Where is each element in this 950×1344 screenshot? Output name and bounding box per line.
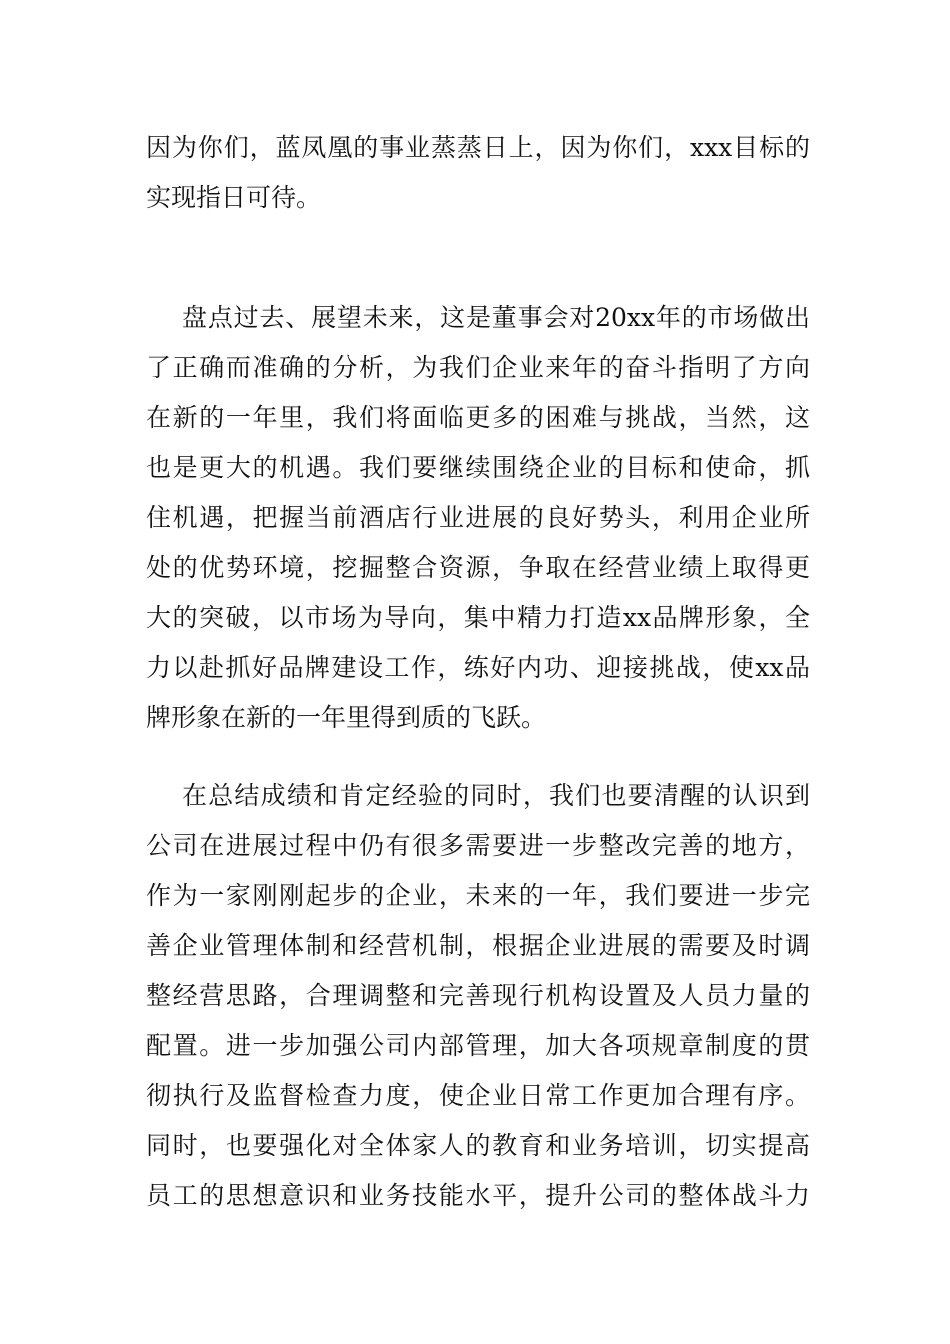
paragraph-line: 实现指日可待。: [146, 183, 322, 212]
paragraph-line: 也是更大的机遇。我们要继续围绕企业的目标和使命，抓: [146, 453, 810, 482]
paragraph-line: 配置。进一步加强公司内部管理，加大各项规章制度的贯: [146, 1031, 810, 1060]
paragraph-line: 大的突破，以市场为导向，集中精力打造xx品牌形象，全: [146, 603, 810, 632]
paragraph-2: [146, 293, 810, 743]
paragraph-line: 善企业管理体制和经营机制，根据企业进展的需要及时调: [146, 931, 810, 960]
paragraph-line: 了正确而准确的分析，为我们企业来年的奋斗指明了方向: [146, 353, 810, 382]
paragraph-3: [146, 771, 810, 1221]
paragraph-line: 在总结成绩和肯定经验的同时，我们也要清醒的认识到: [182, 781, 810, 810]
paragraph-line: 力以赴抓好品牌建设工作，练好内功、迎接挑战，使xx品: [146, 653, 810, 682]
paragraph-line: 牌形象在新的一年里得到质的飞跃。: [146, 703, 547, 732]
paragraph-line: 盘点过去、展望未来，这是董事会对20xx年的市场做出: [182, 303, 810, 332]
paragraph-line: 彻执行及监督检查力度，使企业日常工作更加合理有序。: [146, 1081, 810, 1110]
paragraph-line: 整经营思路，合理调整和完善现行机构设置及人员力量的: [146, 981, 810, 1010]
paragraph-line: 处的优势环境，挖掘整合资源，争取在经营业绩上取得更: [146, 553, 810, 582]
paragraph-line: 公司在进展过程中仍有很多需要进一步整改完善的地方，: [146, 831, 810, 860]
paragraph-line: 住机遇，把握当前酒店行业进展的良好势头，利用企业所: [146, 503, 810, 532]
paragraph-line: 因为你们，蓝凤凰的事业蒸蒸日上，因为你们，xxx目标的: [146, 133, 810, 162]
paragraph-line: 在新的一年里，我们将面临更多的困难与挑战，当然，这: [146, 403, 810, 432]
paragraph-line: 员工的思想意识和业务技能水平，提升公司的整体战斗力: [146, 1181, 810, 1210]
paragraph-line: 作为一家刚刚起步的企业，未来的一年，我们要进一步完: [146, 881, 810, 910]
paragraph-line: 同时，也要强化对全体家人的教育和业务培训，切实提高: [146, 1131, 810, 1160]
paragraph-1: [146, 123, 810, 223]
